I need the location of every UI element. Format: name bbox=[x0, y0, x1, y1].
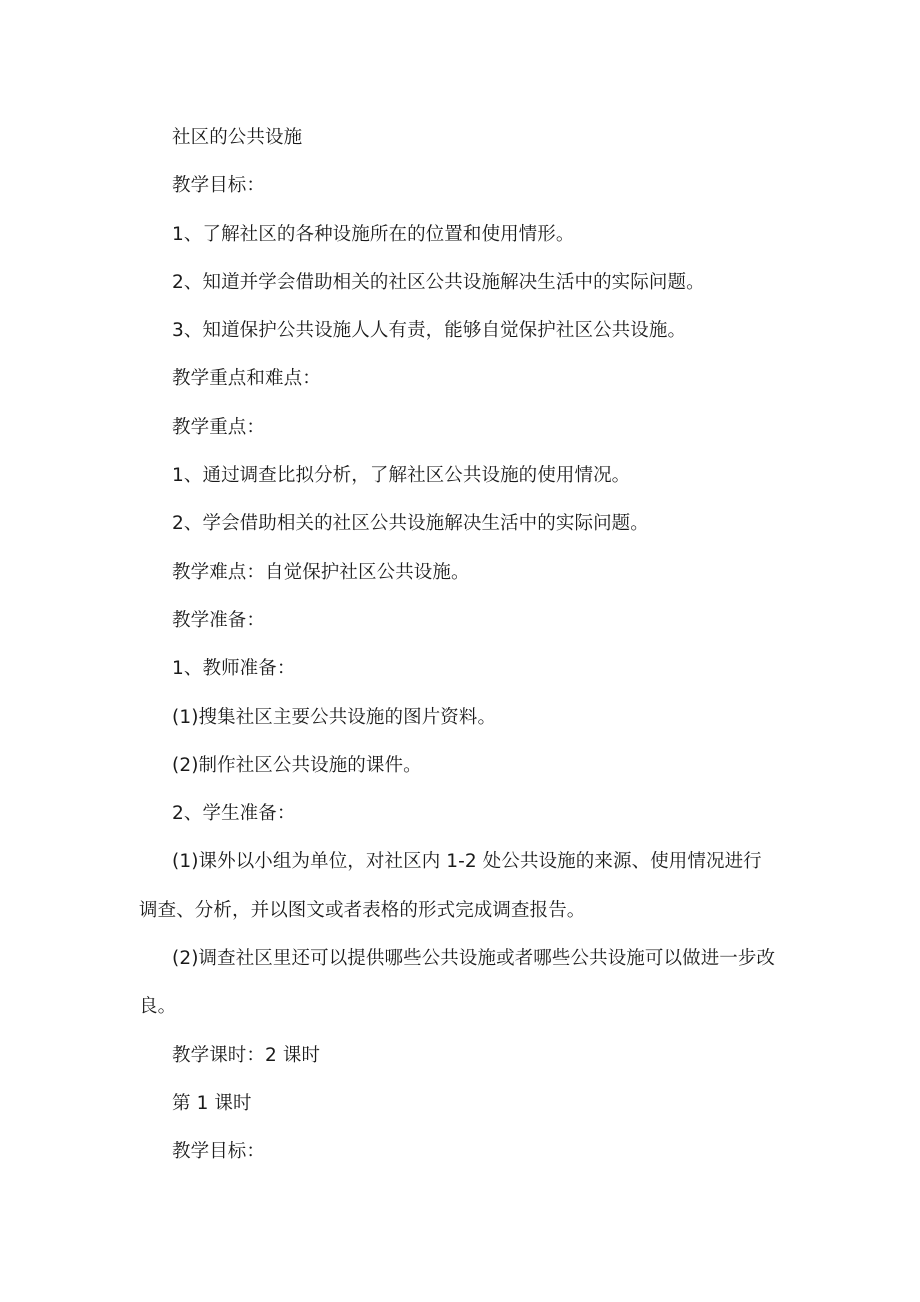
section-heading: 教学重点和难点： bbox=[172, 368, 321, 390]
section-heading: 教学目标： bbox=[172, 175, 266, 197]
key-point-item: 1、通过调查比拟分析，了解社区公共设施的使用情况。 bbox=[172, 465, 631, 487]
section-heading: 教学目标： bbox=[172, 1141, 266, 1163]
key-point-item: 2、学会借助相关的社区公共设施解决生活中的实际问题。 bbox=[172, 513, 649, 535]
objective-item: 1、了解社区的各种设施所在的位置和使用情形。 bbox=[172, 223, 575, 245]
subsection-heading: 教学重点： bbox=[172, 416, 266, 438]
preparation-item: (2)制作社区公共设施的课件。 bbox=[172, 754, 422, 776]
subsection-heading: 2、学生准备： bbox=[172, 803, 296, 825]
objective-item: 2、知道并学会借助相关的社区公共设施解决生活中的实际问题。 bbox=[172, 271, 705, 293]
section-heading: 教学准备： bbox=[172, 609, 266, 631]
lesson-hours: 教学课时：2 课时 bbox=[172, 1044, 321, 1066]
objective-item: 3、知道保护公共设施人人有责，能够自觉保护社区公共设施。 bbox=[172, 320, 687, 342]
subsection-heading: 1、教师准备： bbox=[172, 658, 296, 680]
preparation-item: (1)课外以小组为单位，对社区内 1-2 处公共设施的来源、使用情况进行调查、分析，并以图文或者表格的形式完成调查报告。 bbox=[139, 851, 762, 921]
preparation-item: (2)调查社区里还可以提供哪些公共设施或者哪些公共设施可以做进一步改良。 bbox=[139, 948, 776, 1018]
document-title: 社区的公共设施 bbox=[172, 127, 303, 148]
difficulty-paragraph: 教学难点：自觉保护社区公共设施。 bbox=[172, 561, 470, 583]
lesson-title: 第 1 课时 bbox=[172, 1092, 252, 1114]
preparation-item: (1)搜集社区主要公共设施的图片资料。 bbox=[172, 706, 497, 728]
document-body bbox=[139, 114, 776, 1177]
